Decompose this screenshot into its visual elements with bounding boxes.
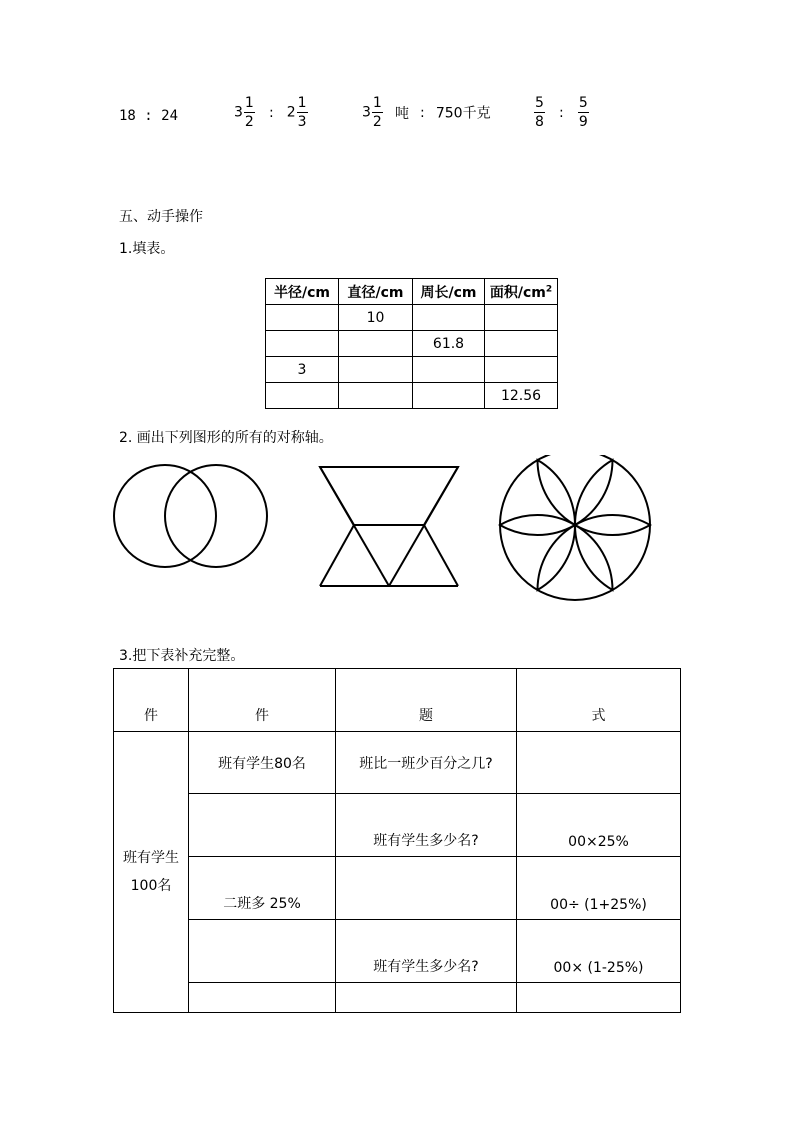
ratio-1: 18 : 24 xyxy=(119,108,179,124)
ratio-2-colon: : xyxy=(268,104,274,121)
numerator: 5 xyxy=(578,95,588,111)
ratio-2-fraction-1 xyxy=(244,96,255,129)
lower-right-edge xyxy=(424,525,458,586)
table-row xyxy=(114,983,681,1013)
header-cell: 题 xyxy=(336,669,517,732)
numerator: 1 xyxy=(244,95,254,111)
table-cell[interactable] xyxy=(485,305,558,331)
denominator: 3 xyxy=(297,114,307,130)
numerator: 1 xyxy=(297,95,307,111)
table-header-row xyxy=(114,669,681,732)
header-area-superscript: 2 xyxy=(545,283,553,294)
ratio-4-fraction-2 xyxy=(578,96,589,129)
table-cell[interactable] xyxy=(336,857,517,920)
table-cell[interactable]: 二班多 25% xyxy=(189,857,336,920)
header-cell: 件 xyxy=(189,669,336,732)
ratio-2-fraction-2 xyxy=(297,96,308,129)
denominator: 9 xyxy=(578,114,588,130)
table-cell[interactable] xyxy=(413,383,485,409)
header-radius: 半径/cm xyxy=(266,279,339,305)
table-cell[interactable]: 班有学生多少名? xyxy=(336,794,517,857)
ratio-4-fraction-1 xyxy=(534,96,545,129)
table-row xyxy=(114,857,681,920)
numerator: 1 xyxy=(372,95,382,111)
header-area-label: 面积/cm xyxy=(489,284,546,301)
ratio-2-whole-1: 3 xyxy=(234,104,243,121)
table-row xyxy=(114,794,681,857)
table-cell[interactable] xyxy=(189,920,336,983)
header-diameter: 直径/cm xyxy=(339,279,413,305)
table-cell[interactable] xyxy=(336,983,517,1013)
question-2-title: 2. 画出下列图形的所有的对称轴。 xyxy=(119,430,333,446)
table-row xyxy=(266,383,558,409)
table-cell[interactable] xyxy=(339,383,413,409)
table-cell[interactable]: 班比一班少百分之几? xyxy=(336,732,517,794)
ratio-4-colon: : xyxy=(559,104,564,121)
table-cell[interactable] xyxy=(413,305,485,331)
ratio-3-colon: : xyxy=(420,104,425,121)
table-cell[interactable] xyxy=(189,983,336,1013)
table-cell[interactable] xyxy=(266,383,339,409)
ratio-3-whole: 3 xyxy=(362,104,371,121)
table-cell[interactable]: 班有学生多少名? xyxy=(336,920,517,983)
table-cell[interactable] xyxy=(517,732,681,794)
denominator: 2 xyxy=(244,114,254,130)
shared-condition-cell xyxy=(114,732,189,1013)
shared-condition-text: 班有学生100名 xyxy=(123,850,179,894)
overlapping-circles-figure xyxy=(114,465,267,567)
table-row xyxy=(266,331,558,357)
table-cell[interactable]: 10 xyxy=(339,305,413,331)
question-1-title: 1.填表。 xyxy=(119,241,175,257)
denominator: 8 xyxy=(535,114,544,130)
table-cell[interactable] xyxy=(266,305,339,331)
table-cell[interactable]: 61.8 xyxy=(413,331,485,357)
table-cell[interactable] xyxy=(485,357,558,383)
fill-table xyxy=(265,278,558,409)
denominator: 2 xyxy=(372,114,382,130)
numerator: 5 xyxy=(535,95,544,111)
table-cell[interactable] xyxy=(189,794,336,857)
ratio-3-fraction xyxy=(372,96,383,129)
table-cell[interactable] xyxy=(485,331,558,357)
table-cell[interactable]: 00×25% xyxy=(517,794,681,857)
completion-table xyxy=(113,668,681,1013)
question-3-title: 3.把下表补充完整。 xyxy=(119,648,245,664)
table-cell[interactable] xyxy=(413,357,485,383)
ratio-4 xyxy=(533,96,590,129)
table-row xyxy=(266,357,558,383)
table-cell[interactable]: 3 xyxy=(266,357,339,383)
top-trapezoid xyxy=(320,467,458,525)
table-row xyxy=(266,305,558,331)
ratio-3-unit: 吨 xyxy=(394,105,409,122)
table-cell[interactable] xyxy=(339,331,413,357)
table-header-row xyxy=(266,279,558,305)
header-cell: 式 xyxy=(517,669,681,732)
lower-left-edge xyxy=(320,525,354,586)
section-title: 五、动手操作 xyxy=(119,209,203,225)
table-cell[interactable]: 班有学生80名 xyxy=(189,732,336,794)
table-cell[interactable] xyxy=(517,983,681,1013)
table-row xyxy=(114,920,681,983)
triangles-figure xyxy=(320,467,458,586)
table-cell[interactable]: 00÷ (1+25%) xyxy=(517,857,681,920)
header-circumference: 周长/cm xyxy=(413,279,485,305)
table-cell[interactable]: 00× (1-25%) xyxy=(517,920,681,983)
table-row xyxy=(114,732,681,794)
flower-circle-figure xyxy=(500,455,650,600)
header-area xyxy=(485,279,558,305)
ratio-3 xyxy=(362,96,491,129)
table-cell[interactable] xyxy=(266,331,339,357)
ratio-3-value-2: 750千克 xyxy=(435,105,491,122)
ratio-2-whole-2: 2 xyxy=(286,104,296,121)
symmetry-figures xyxy=(100,455,680,615)
ratio-2 xyxy=(234,96,309,129)
header-cell: 件 xyxy=(114,669,189,732)
table-cell[interactable]: 12.56 xyxy=(485,383,558,409)
table-cell[interactable] xyxy=(339,357,413,383)
